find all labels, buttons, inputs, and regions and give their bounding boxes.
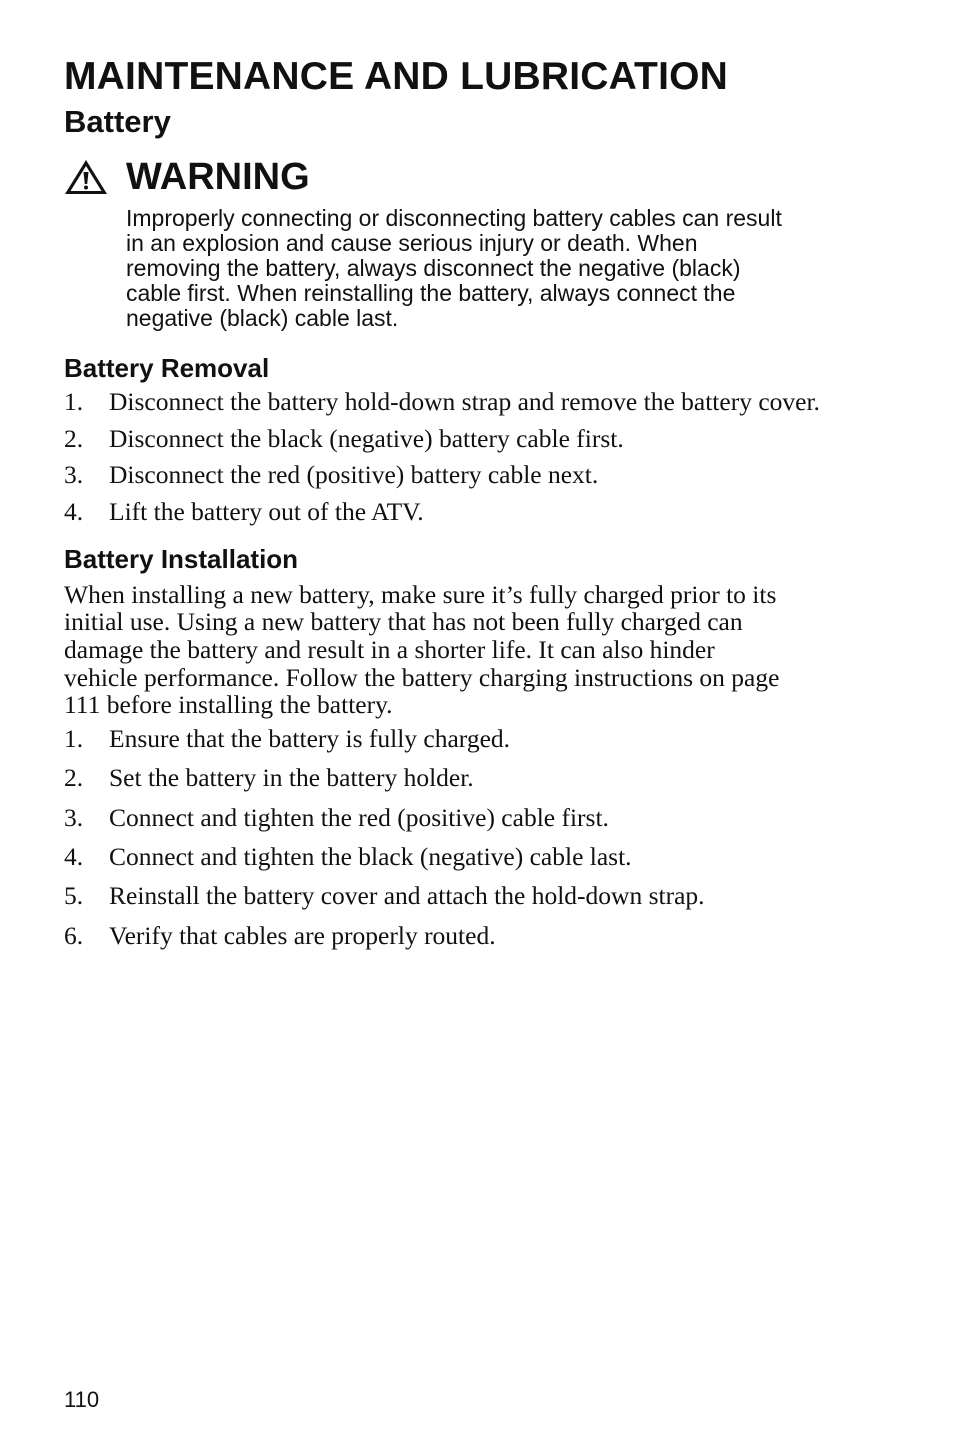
warning-triangle-icon	[64, 159, 108, 195]
step-text: Ensure that the battery is fully charged.	[109, 723, 511, 753]
list-item	[64, 758, 884, 797]
list-item	[64, 798, 884, 837]
step-number: 4.	[64, 497, 84, 527]
warning-text-line: cable first. When reinstalling the battery, always connect the	[126, 280, 736, 306]
battery-installation-steps	[64, 719, 884, 955]
section-title: Battery	[64, 104, 171, 139]
warning-block	[64, 152, 884, 331]
warning-text	[126, 206, 866, 331]
paragraph-line: When installing a new battery, make sure it’s fully charged prior to its	[64, 579, 777, 609]
step-number: 6.	[64, 920, 84, 950]
step-number: 3.	[64, 802, 84, 832]
page-number: 110	[64, 1387, 100, 1412]
step-number: 1.	[64, 387, 84, 416]
step-number: 2.	[64, 763, 84, 793]
list-item	[64, 421, 884, 458]
step-text: Lift the battery out of the ATV.	[109, 497, 424, 527]
warning-text-line: removing the battery, always disconnect the negative (black)	[126, 255, 741, 281]
paragraph-line: vehicle performance. Follow the battery charging instructions on page	[64, 662, 780, 692]
step-number: 4.	[64, 841, 84, 871]
warning-label: WARNING	[126, 156, 310, 198]
step-number: 5.	[64, 881, 84, 911]
step-text: Disconnect the red (positive) battery cable next.	[109, 460, 599, 490]
list-item	[64, 494, 884, 531]
warning-text-line: Improperly connecting or disconnecting battery cables can result	[126, 205, 782, 231]
paragraph-line: 111 before installing the battery.	[64, 690, 393, 720]
step-text: Reinstall the battery cover and attach the hold-down strap.	[109, 881, 705, 911]
paragraph-line: damage the battery and result in a shorter life. It can also hinder	[64, 634, 715, 664]
manual-page	[64, 52, 884, 955]
step-number: 1.	[64, 723, 84, 753]
list-item	[64, 719, 884, 758]
warning-text-line: in an explosion and cause serious injury or death. When	[126, 230, 698, 256]
paragraph-line: initial use. Using a new battery that has not been fully charged can	[64, 607, 743, 637]
list-item	[64, 837, 884, 876]
list-item	[64, 457, 884, 494]
step-number: 2.	[64, 423, 84, 453]
installation-intro-paragraph	[64, 581, 864, 719]
step-text: Set the battery in the battery holder.	[109, 763, 474, 793]
warning-header	[64, 152, 884, 202]
list-item	[64, 384, 884, 421]
step-text: Disconnect the battery hold-down strap and remove the battery cover.	[109, 387, 820, 416]
battery-removal-heading: Battery Removal	[64, 353, 270, 383]
warning-text-line: negative (black) cable last.	[126, 305, 399, 331]
chapter-title: MAINTENANCE AND LUBRICATION	[64, 55, 729, 98]
battery-installation-heading: Battery Installation	[64, 543, 299, 574]
step-text: Connect and tighten the black (negative) cable last.	[109, 841, 632, 871]
step-text: Connect and tighten the red (positive) cable first.	[109, 802, 609, 832]
list-item	[64, 876, 884, 915]
step-number: 3.	[64, 460, 84, 490]
step-text: Disconnect the black (negative) battery cable first.	[109, 423, 624, 453]
battery-removal-steps	[64, 384, 884, 531]
list-item	[64, 916, 884, 955]
step-text: Verify that cables are properly routed.	[109, 920, 496, 950]
